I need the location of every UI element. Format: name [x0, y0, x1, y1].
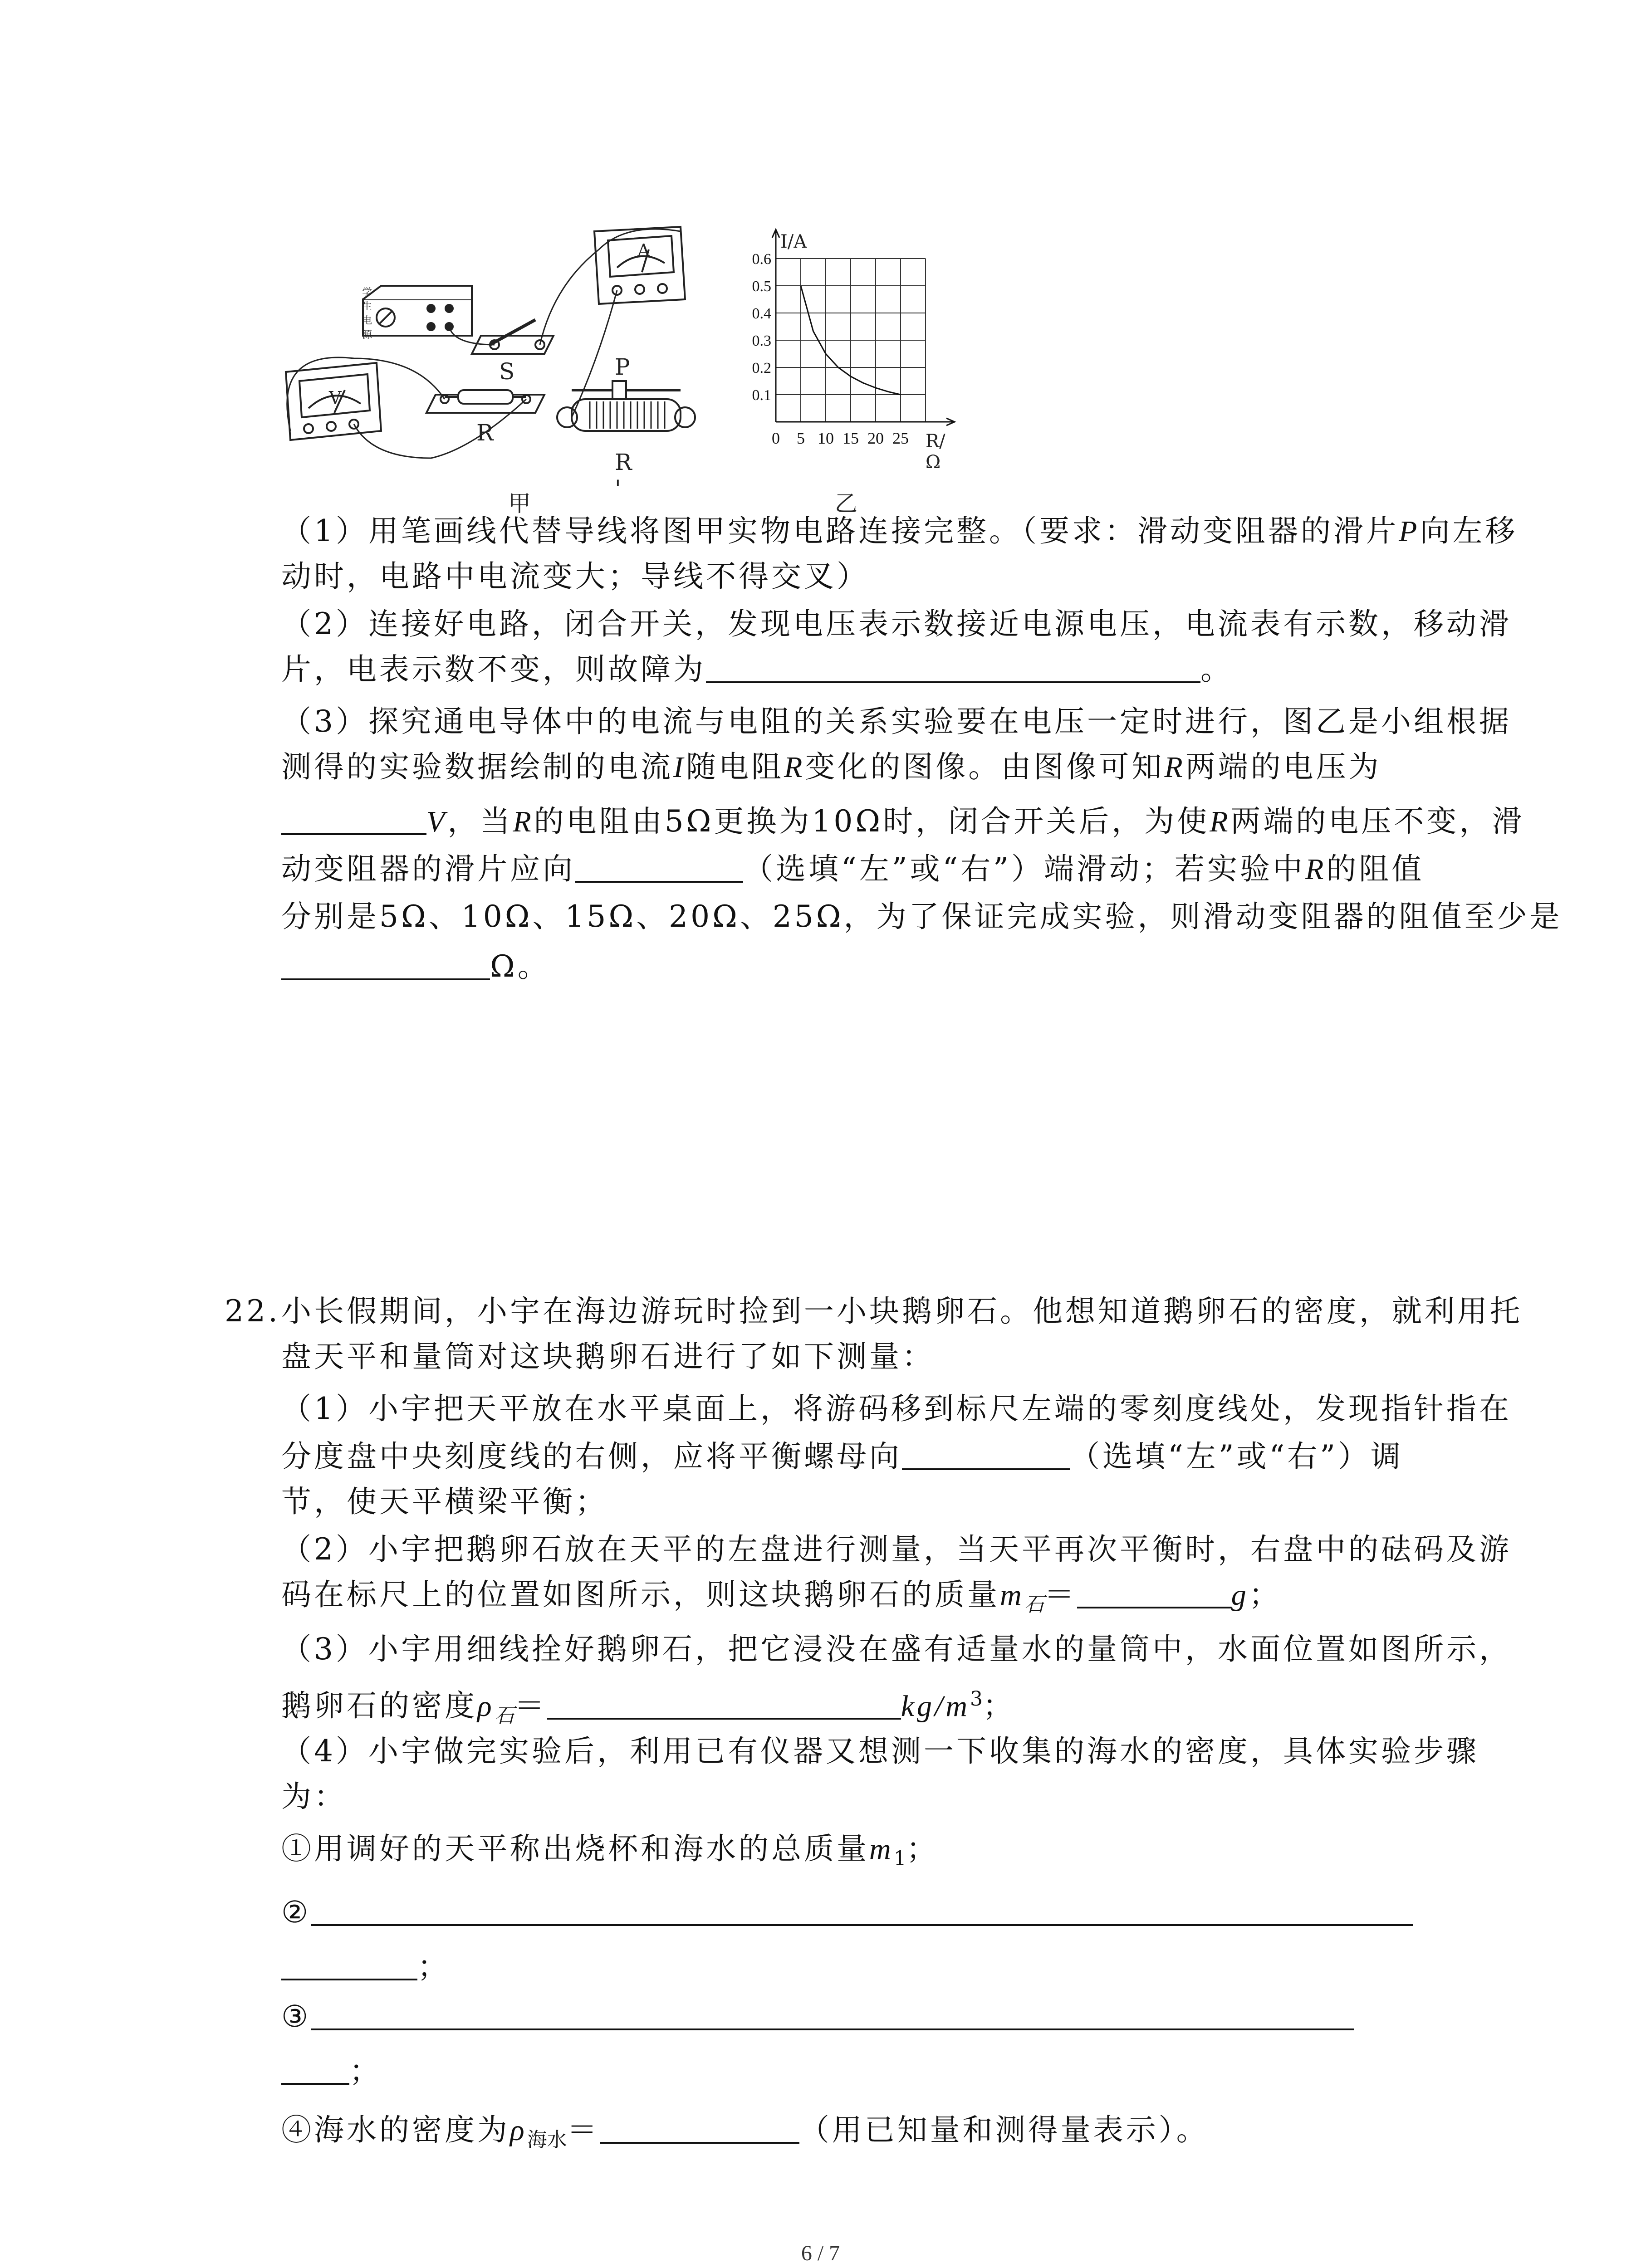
answer-blank-voltage[interactable] [281, 805, 426, 835]
q22-step1: ①用调好的天平称出烧杯和海水的总质量$m_1$； [281, 1831, 939, 1871]
answer-blank-mass[interactable] [1077, 1579, 1231, 1608]
answer-blank-fault[interactable] [706, 653, 1200, 683]
resistor-r [426, 390, 544, 413]
q22-part4-line1: （4）小宇做完实验后，利用已有仪器又想测一下收集的海水的密度，具体实验步骤 [281, 1734, 1479, 1769]
q22-intro-line1: 小长假期间，小宇在海边游玩时捡到一小块鹅卵石。他想知道鹅卵石的密度，就利用托 [281, 1294, 1523, 1329]
x-tick-label: 5 [797, 429, 805, 447]
q21-part3-line4: 动变阻器的滑片应向 （选填“左”或“右”）端滑动；若实验中R的阻值 [281, 851, 1425, 886]
graph-xlabel: R/Ω [926, 431, 945, 473]
q22-step3-line2: ； [281, 2050, 382, 2092]
q22-step2-line1: ② [281, 1892, 1413, 1933]
power-supply [363, 286, 472, 336]
slider-label: P [615, 354, 630, 380]
q21-part3-line5: 分别是5Ω、10Ω、15Ω、20Ω、25Ω，为了保证完成实验，则滑动变阻器的阻值至少是 [281, 899, 1563, 934]
q22-part1-line1: （1）小宇把天平放在水平桌面上，将游码移到标尺左端的零刻度线处，发现指针指在 [281, 1391, 1512, 1426]
q22-part3-line2: 鹅卵石的密度$\rho_石= kg/m^3$； [281, 1687, 1015, 1727]
x-tick-label: 0 [772, 429, 780, 447]
y-tick-label: 0.2 [752, 360, 771, 376]
page-number: 6 / 7 [801, 2241, 840, 2265]
q21-part3-line1: （3）探究通电导体中的电流与电阻的关系实验要在电压一定时进行，图乙是小组根据 [281, 704, 1512, 739]
figure-yi-caption: 乙 [835, 490, 857, 517]
x-tick-label: 25 [892, 429, 909, 447]
q22-part4-line2: 为： [281, 1779, 347, 1814]
y-tick-label: 0.6 [752, 251, 771, 268]
answer-blank-seawater-density[interactable] [600, 2114, 799, 2144]
answer-blank-density[interactable] [547, 1690, 901, 1720]
rheostat-label: R ' [615, 449, 632, 502]
q22-part1-line2: 分度盘中央刻度线的右侧，应将平衡螺母向 （选填“左”或“右”）调 [281, 1439, 1403, 1474]
q21-part3-line3: V，当R的电阻由5Ω更换为10Ω时，闭合开关后，为使R两端的电压不变，滑 [281, 801, 1524, 843]
q22-part3-line1: （3）小宇用细线拴好鹅卵石，把它浸没在盛有适量水的量筒中，水面位置如图所示， [281, 1632, 1512, 1667]
q21-part3-line6: Ω。 [281, 946, 550, 987]
power-supply-label: 学生电源 [362, 287, 372, 341]
q22-step2-line2: ； [281, 1946, 450, 1988]
answer-blank-step3-cont[interactable] [281, 2055, 349, 2085]
graph-ylabel: I/A [780, 231, 807, 252]
x-tick-label: 10 [818, 429, 834, 447]
y-tick-label: 0.4 [752, 305, 771, 322]
q22-intro-line2: 盘天平和量筒对这块鹅卵石进行了如下测量： [281, 1339, 935, 1374]
figure-jia-caption: 甲 [508, 490, 531, 517]
x-tick-label: 15 [843, 429, 859, 447]
q22-step3-line1: ③ [281, 1996, 1354, 2038]
y-tick-label: 0.3 [752, 332, 771, 349]
q21-part1-line2: 动时，电路中电流变大；导线不得交叉） [281, 559, 869, 594]
answer-blank-balance-direction[interactable] [902, 1440, 1070, 1470]
q21-part2-line1: （2）连接好电路，闭合开关，发现电压表示数接近电源电压，电流表有示数，移动滑 [281, 606, 1512, 641]
switch-label: S [499, 358, 515, 385]
q21-part1-line1: （1）用笔画线代替导线将图甲实物电路连接完整。（要求：滑动变阻器的滑片P向左移 [281, 513, 1518, 548]
q21-part3-line2: 测得的实验数据绘制的电流I随电阻R变化的图像。由图像可知R两端的电压为 [281, 749, 1381, 784]
q21-part2-line2: 片，电表示数不变，则故障为 。 [281, 652, 1233, 687]
x-tick-label: 20 [867, 429, 884, 447]
voltmeter-label: V [329, 388, 342, 408]
answer-blank-direction[interactable] [575, 853, 743, 883]
ammeter [594, 227, 685, 304]
q22-step4: ④海水的密度为$\rho_{海水}=$ （用已知量和测得量表示）。 [281, 2112, 1209, 2152]
answer-blank-step3[interactable] [311, 2000, 1354, 2030]
q22-part1-line3: 节，使天平横梁平衡； [281, 1484, 608, 1519]
ammeter-label: A [637, 240, 650, 260]
rheostat [557, 381, 695, 431]
q22-part2-line1: （2）小宇把鹅卵石放在天平的左盘进行测量，当天平再次平衡时，右盘中的砝码及游 [281, 1532, 1512, 1567]
y-tick-label: 0.5 [752, 278, 771, 295]
y-tick-label: 0.1 [752, 387, 771, 404]
answer-blank-step2-cont[interactable] [281, 1950, 417, 1980]
answer-blank-min-resistance[interactable] [281, 950, 490, 980]
resistor-label: R [476, 420, 494, 446]
q22-number: 22. [225, 1294, 280, 1329]
q22-part2-line2: 码在标尺上的位置如图所示，则这块鹅卵石的质量$m_石= g$； [281, 1577, 1282, 1616]
answer-blank-step2[interactable] [311, 1896, 1413, 1926]
